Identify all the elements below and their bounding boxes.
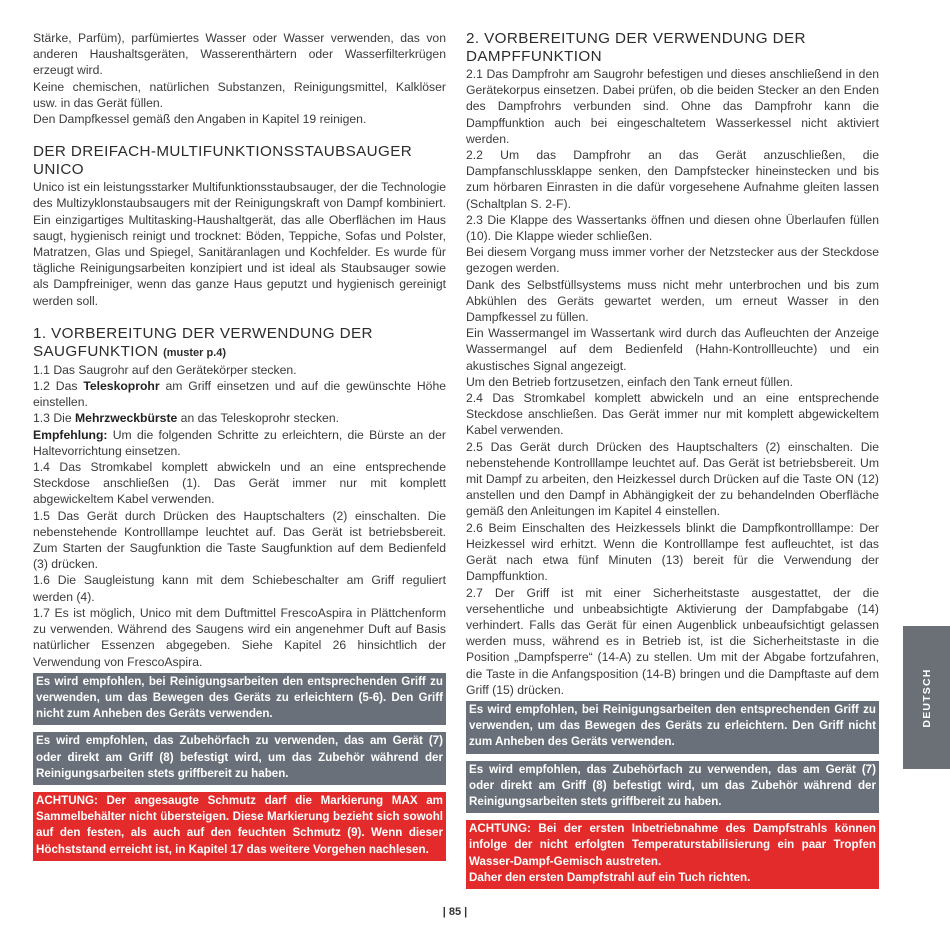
heading-steam-preparation: 2. VORBEREITUNG DER VERWENDUNG DER DAMPFFUNKTION — [466, 30, 806, 65]
right-column — [466, 30, 879, 889]
step-2-3: 2.3 Die Klappe des Wassertanks öffnen und diesen ohne Überlaufen füllen (10). Die Klappe wieder schließen. — [466, 212, 879, 244]
step-2-3-selffill: Dank des Selbstfüllsystems muss nicht mehr unterbrochen und bis zum Abkühlen des Geräts gewartet werden, um erneut Wasser in den Dampfkessel zu füllen. — [466, 277, 879, 325]
step-2-6: 2.6 Beim Einschalten des Heizkessels blinkt die Dampfkontrolllampe: Der Heizkessel wird erhitzt. Wenn die Kontrolllampe fest aufleuchtet, ist das Gerät nach etwa fünf Minuten (13) bereit für die Verwendung der Dampffunktion. — [466, 520, 879, 584]
left-column — [33, 30, 446, 861]
step-1-1: 1.1 Das Saugrohr auf den Gerätekörper stecken. — [33, 362, 297, 377]
step-2-1: 2.1 Das Dampfrohr am Saugrohr befestigen und dieses anschließend in den Gerätekorpus einsetzen. Dabei prüfen, ob die beiden Stecker an den Enden des Dampfrohrs verbunden sind. Ohne das Dampfrohr kann die Dampffunktion auch bei eingeschaltetem Wasserkessel nicht aktiviert werden. — [466, 67, 879, 146]
step-1-3 — [33, 410, 446, 426]
recommendation — [33, 427, 446, 459]
note-handle: Es wird empfohlen, bei Reinigungsarbeiten den entsprechenden Griff zu verwenden, um das Bewegen des Geräts zu erleichtern. Den Griff nicht zum Anheben des Geräts verwenden. — [466, 701, 879, 754]
step-2-3-refill: Um den Betrieb fortzusetzen, einfach den Tank erneut füllen. — [466, 374, 794, 389]
section-title-unico: DER DREIFACH-MULTIFUNKTIONSSTAUBSAUGER UNICO — [33, 143, 413, 179]
step-2-7: 2.7 Der Griff ist mit einer Sicherheitstaste ausgestattet, der die versehentliche und unbeabsichtigte Aktivierung der Dampfabgabe (14) verhindert. Falls das Gerät für einen Augenblick unbeaufsichtigt gelassen werden muss, während es in Betrieb ist, ist die Sicherheitstaste in die Position „Dampfsperre“ (14-A) zu stellen. Um mit der Abgabe fortzufahren, die Taste in die Anfangsposition (14-B) bringen und die Dampftaste auf dem Griff (15) drücken. — [466, 585, 879, 697]
heading-vacuum-preparation — [33, 325, 446, 362]
warning-first-steam-text: ACHTUNG: Bei der ersten Inbetriebnahme des Dampfstrahls können infolge der nicht erfolgten Temperaturstabilisierung ein paar Tropfen Wasser-Dampf-Gemisch austreten. — [469, 822, 876, 868]
step-1-2-bold: Teleskoprohr — [83, 379, 160, 394]
language-tab — [903, 626, 950, 769]
warning-first-steam-cloth: Daher den ersten Dampfstrahl auf ein Tuch richten. — [469, 870, 751, 884]
warning-first-steam — [466, 820, 879, 889]
step-1-4: 1.4 Das Stromkabel komplett abwickeln und an eine entsprechende Steckdose anschließen (1). Das Gerät immer nur mit komplett abgewickeltem Kabel verwenden. — [33, 460, 446, 507]
heading-vacuum-text: 1. VORBEREITUNG DER VERWENDUNG DER SAUGFUNKTION — [33, 324, 373, 360]
step-1-2-pre: 1.2 Das — [33, 379, 84, 394]
step-1-3-bold: Mehrzweckbürste — [75, 411, 178, 426]
recommendation-label: Empfehlung: — [33, 427, 108, 442]
step-2-5: 2.5 Das Gerät durch Drücken des Hauptschalters (2) einschalten. Die nebenstehende Kontrolllampe leuchtet auf. Das Gerät ist betriebsbereit. Um mit Dampf zu arbeiten, den Heizkessel durch Drücken auf die Taste ON (12) anstellen und den Dampf in Abhängigkeit der zu behandelnden Oberfläche gemäß den Anleitungen im Kapitel 4 einstellen. — [466, 439, 879, 519]
intro-paragraph: Keine chemischen, natürlichen Substanzen, Reinigungsmittel, Kalklöser usw. in das Gerät füllen. — [33, 79, 446, 110]
step-1-2-post: am Griff einsetzen und auf die gewünschte Höhe einstellen. — [33, 379, 446, 410]
step-2-2: 2.2 Um das Dampfrohr an das Gerät anzuschließen, die Dampfanschlussklappe senken, den Dampfstecker hineinstecken und bis zum hörbaren Einrasten in die dafür vorgesehene Aufnahme gleiten lassen (Schaltplan S. 2-F). — [466, 148, 879, 211]
step-2-3-unplug: Bei diesem Vorgang muss immer vorher der Netzstecker aus der Steckdose gezogen werden. — [466, 245, 879, 276]
step-1-2 — [33, 378, 446, 410]
step-1-5: 1.5 Das Gerät durch Drücken des Hauptschalters (2) einschalten. Die nebenstehende Kontrolllampe leuchtet auf. Das Gerät ist betriebsbereit. Zum Starten der Saugfunktion die Taste Saugfunktion auf dem Bedienfeld (3) drücken. — [33, 508, 446, 572]
step-2-3-watershortage: Ein Wassermangel im Wassertank wird durch das Aufleuchten der Anzeige Wassermangel auf dem Bedienfeld (Hahn-Kontrollleuchte) und ein akustisches Signal angezeigt. — [466, 326, 879, 373]
page-number: | 85 | — [442, 906, 468, 918]
step-1-7: 1.7 Es ist möglich, Unico mit dem Duftmittel FrescoAspira in Plättchenform zu verwenden. Während des Saugens wird ein angenehmer Duft auf Basis natürlicher Essenzen abgegeben. Siehe Kapitel 26 hinsichtlich der Verwendung von FrescoAspira. — [33, 605, 446, 669]
step-1-3-pre: 1.3 Die — [33, 411, 76, 426]
step-2-4: 2.4 Das Stromkabel komplett abwickeln und an eine entsprechende Steckdose anschließen. Das Gerät immer nur mit komplett abgewickeltem Kabel verwenden. — [466, 391, 879, 438]
unico-description: Unico ist ein leistungsstarker Multifunktionsstaubsauger, der die Technologie des Multizyklonstaubsaugers mit der Reinigungskraft von Dampf kombiniert. Ein einzigartiges Multitasking-Haushaltgerät, das alle Oberflächen im Haus saugt, hygienisch reinigt und trocknet: Böden, Teppiche, Sofas und Polster, Matratzen, Glas und Spiegel, Sanitäranlagen und Kochfelder. Es wurde für tägliche Reinigungsarbeiten konzipiert und ist ideal als Staubsauger sowie als Dampfreiniger, wenn das ganze Haus geputzt und hygienisch gereinigt werden soll. — [33, 180, 446, 308]
intro-paragraph: Stärke, Parfüm), parfümiertes Wasser oder Wasser verwenden, das von anderen Haushaltsgeräten, Wasserenthärtern oder Wasserfilterkrügen erzeugt wird. — [33, 31, 446, 78]
warning-max-mark: ACHTUNG: Der angesaugte Schmutz darf die Markierung MAX am Sammelbehälter nicht übersteigen. Diese Markierung bezieht sich sowohl auf den festen, als auch auf den feuchten Schmutz (9). Wenn dieser Höchststand erreicht ist, in Kapitel 17 das weitere Vorgehen nachlesen. — [33, 792, 446, 861]
note-accessory: Es wird empfohlen, das Zubehörfach zu verwenden, das am Gerät (7) oder direkt am Griff (8) befestigt wird, um das Zubehör während der Reinigungsarbeiten stets griffbereit zu haben. — [466, 761, 879, 814]
note-accessory: Es wird empfohlen, das Zubehörfach zu verwenden, das am Gerät (7) oder direkt am Griff (8) befestigt wird, um das Zubehör während der Reinigungsarbeiten stets griffbereit zu haben. — [33, 732, 446, 785]
language-tab-label: DEUTSCH — [920, 667, 933, 728]
note-handle: Es wird empfohlen, bei Reinigungsarbeiten den entsprechenden Griff zu verwenden, um das Bewegen des Geräts zu erleichtern (5-6). Den Griff nicht zum Anheben des Geräts verwenden. — [33, 673, 446, 726]
step-1-6: 1.6 Die Saugleistung kann mit dem Schiebeschalter am Griff reguliert werden (4). — [33, 573, 446, 604]
intro-paragraph: Den Dampfkessel gemäß den Angaben in Kapitel 19 reinigen. — [33, 112, 367, 127]
heading-vacuum-note: (muster p.4) — [163, 346, 227, 359]
step-1-3-post: an das Teleskoprohr stecken. — [177, 411, 339, 426]
recommendation-text: Um die folgenden Schritte zu erleichtern, die Bürste an der Haltevorrichtung einsetzen. — [33, 427, 446, 458]
